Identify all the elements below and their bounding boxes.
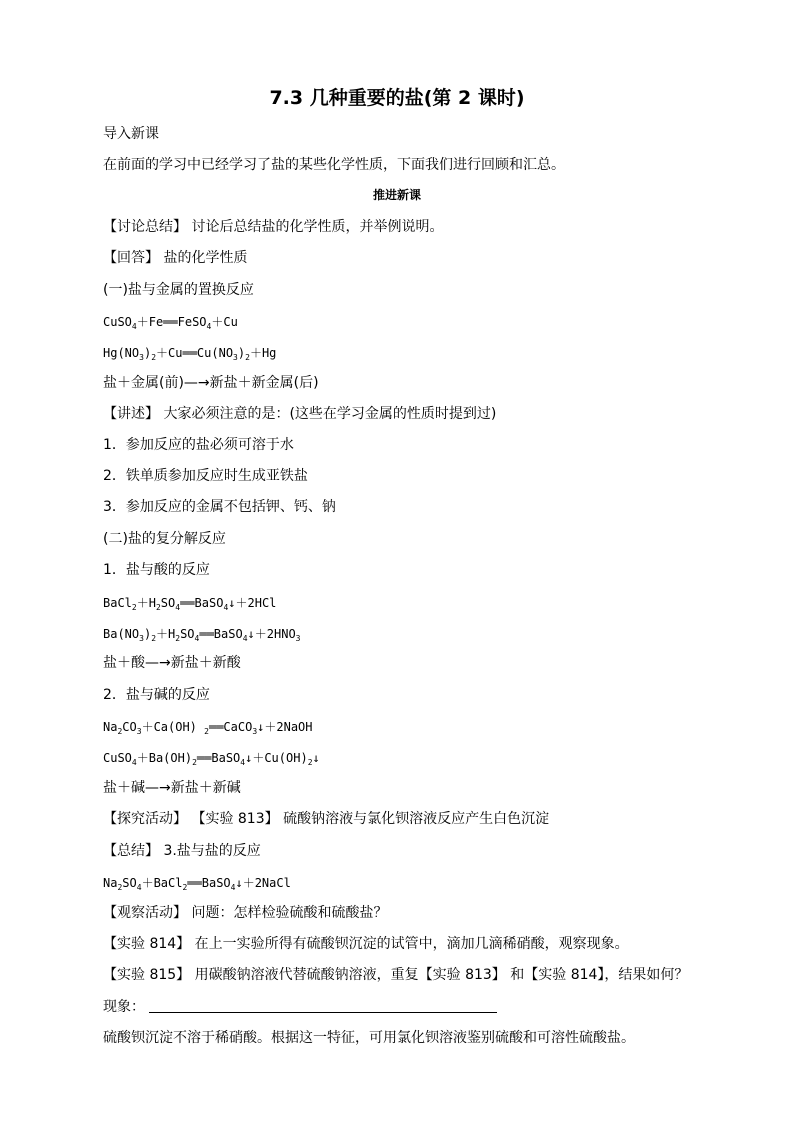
note-2: 2．铁单质参加反应时生成亚铁盐 [103,468,308,484]
equation-4: $Ba(NO_3)_2+H_2SO_4══BaSO_4↓+2HNO_3$ [103,627,301,643]
page-title: 7.3 几种重要的盐(第 2 课时) [269,87,525,109]
subsection-salt-base: 2．盐与碱的反应 [103,687,210,703]
equation-2: $Hg(NO_3)_2+Cu══Cu(NO_3)_2+Hg$ [103,346,277,362]
new-lesson-heading: 推进新课 [372,188,421,202]
intro-text: 在前面的学习中已经学习了盐的某些化学性质，下面我们进行回顾和汇总。 [103,157,565,173]
equation-6: $CuSO_4+Ba(OH)_2══BaSO_4↓+Cu(OH)_2↓$ [103,751,320,767]
note-1: 1．参加反应的盐必须可溶于水 [103,437,294,453]
rule-salt-acid: 盐＋酸—→新盐＋新酸 [103,655,241,671]
note-3: 3．参加反应的金属不包括钾、钙、钠 [103,499,336,515]
equation-5: $Na_2CO_3+Ca(OH)$ $_2$══CaCO$_3$↓＋2NaOH [103,720,313,736]
lecture-paragraph: 【讲述】 大家必须注意的是：(这些在学习金属的性质时提到过) [103,406,497,422]
explore-paragraph: 【探究活动】 【实验 813】 硫酸钠溶液与氯化钡溶液反应产生白色沉淀 [103,811,550,827]
summary-paragraph: 【总结】 3.盐与盐的反应 [103,843,261,859]
equation-3: $BaCl_2+H_2SO_4══BaSO_4↓+2HCl$ [103,596,277,612]
phenomenon-line [103,998,497,1016]
intro-heading: 导入新课 [103,126,159,142]
observe-paragraph: 【观察活动】 问题：怎样检验硫酸和硫酸盐？ [103,905,388,921]
section1-title: (一)盐与金属的置换反应 [103,282,254,298]
rule-salt-base: 盐＋碱—→新盐＋新碱 [103,780,241,796]
subsection-salt-acid: 1．盐与酸的反应 [103,562,210,578]
discussion-paragraph: 【讨论总结】 讨论后总结盐的化学性质，并举例说明。 [103,219,444,235]
phenomenon-blank[interactable] [149,999,497,1013]
conclusion-paragraph: 硫酸钡沉淀不溶于稀硝酸。根据这一特征，可用氯化钡溶液鉴别硫酸和可溶性硫酸盐。 [103,1030,635,1046]
equation-1: CuSO$_4$＋Fe══FeSO$_4$＋Cu [103,315,238,331]
section2-title: (二)盐的复分解反应 [103,531,226,547]
phenomenon-label: 现象： [103,999,145,1015]
experiment-815: 【实验 815】 用碳酸钠溶液代替硫酸钠溶液，重复【实验 813】 和【实验 814】，结果如何？ [103,967,689,983]
equation-7: $Na_2SO_4+BaCl_2══BaSO_4↓+2NaCl$ [103,876,291,892]
experiment-814: 【实验 814】 在上一实验所得有硫酸钡沉淀的试管中，滴加几滴稀硝酸，观察现象。 [103,936,629,952]
rule-salt-metal: 盐＋金属(前)—→新盐＋新金属(后) [103,375,319,391]
answer-paragraph: 【回答】 盐的化学性质 [103,250,248,266]
